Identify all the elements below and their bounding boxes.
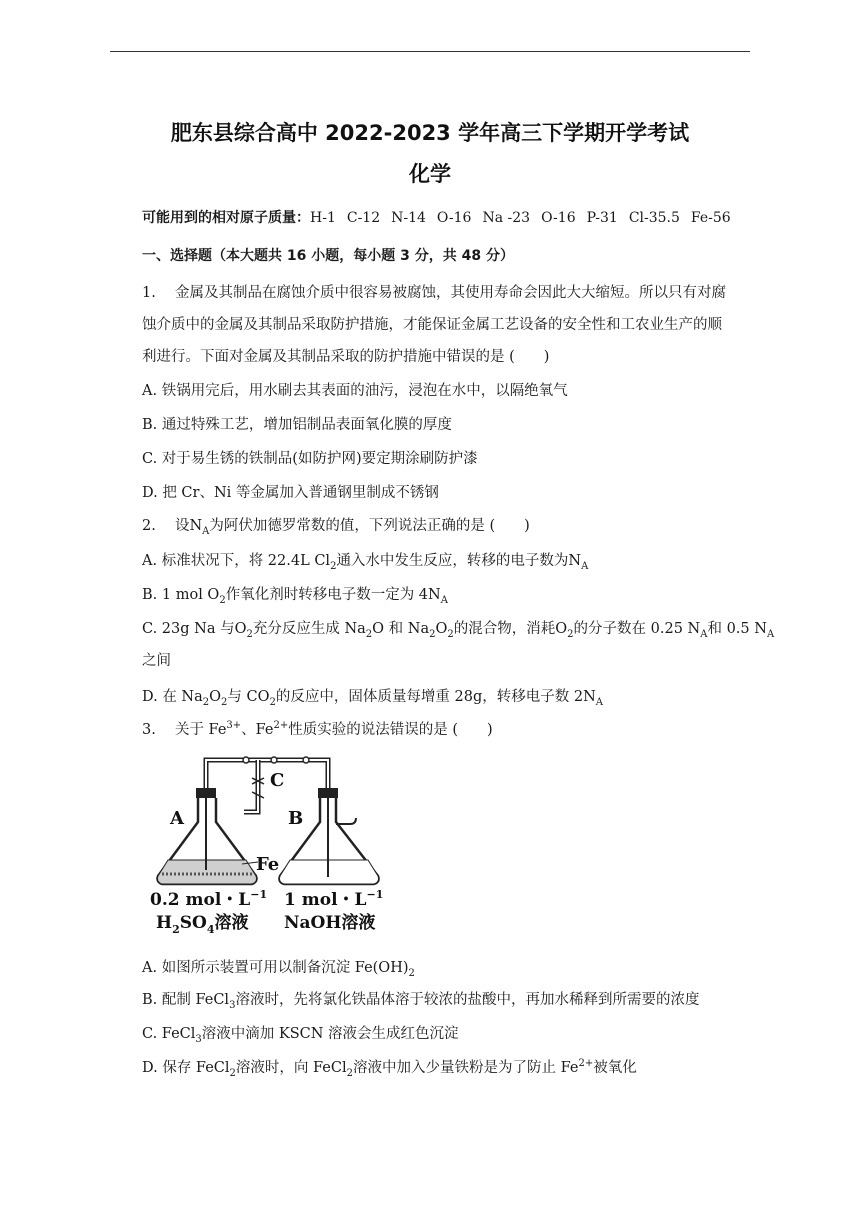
q1-option-d: D. 把 Cr、Ni 等金属加入普通钢里制成不锈钢 xyxy=(142,485,439,501)
exam-title: 肥东县综合高中 2022-2023 学年高三下学期开学考试 xyxy=(170,121,690,145)
mass-item: Cl-35.5 xyxy=(628,210,680,226)
label-c: C xyxy=(270,770,285,791)
mass-item: O-16 xyxy=(436,210,472,226)
connecting-tube xyxy=(206,760,328,790)
stopper-a xyxy=(196,788,216,798)
q3-option-b: B. 配制 FeCl$_3$溶液时，先将氯化铁晶体溶于较浓的盐酸中，再加水稀释到所需要的浓度 xyxy=(142,992,700,1011)
q2-stem: 2. 设$N_A$为阿伏加德罗常数的值，下列说法正确的是 ( ) xyxy=(142,518,530,537)
q1-stem-line3: 利进行。下面对金属及其制品采取的防护措施中错误的是 ( ) xyxy=(142,349,550,365)
q3-option-c: C. FeCl$_3$溶液中滴加 KSCN 溶液会生成红色沉淀 xyxy=(142,1026,459,1045)
atomic-mass-label: 可能用到的相对原子质量： xyxy=(142,210,310,226)
q1-option-b: B. 通过特殊工艺，增加铝制品表面氧化膜的厚度 xyxy=(142,417,452,433)
q1-stem-line1: 1. 金属及其制品在腐蚀介质中很容易被腐蚀，其使用寿命会因此大大缩短。所以只有对腐 xyxy=(142,285,726,301)
mass-item: N-14 xyxy=(391,210,426,226)
q2-option-a: A. 标准状况下，将 22.4L $Cl_2$通入水中发生反应，转移的电子数为$N_A$ xyxy=(142,553,589,572)
subject-title: 化学 xyxy=(409,162,451,186)
q1-option-c: C. 对于易生锈的铁制品(如防护网)要定期涂刷防护漆 xyxy=(142,451,478,467)
mass-item: C-12 xyxy=(346,210,381,226)
conc-left: 0.2 mol・$L^{-1}$ xyxy=(150,888,268,910)
q3-option-a: A. 如图所示装置可用以制备沉淀 $Fe(OH)_2$ xyxy=(142,960,415,979)
mass-item: O-16 xyxy=(541,210,576,226)
label-a: A xyxy=(170,808,184,829)
q2-option-d: D. 在 $Na_2O_2$与 $CO_2$的反应中，固体质量每增重 28g，转移电子数 $2N_A$ xyxy=(142,689,603,708)
apparatus-figure xyxy=(146,752,396,941)
atomic-mass-line xyxy=(142,208,752,228)
q1-stem-line2: 蚀介质中的金属及其制品采取防护措施，才能保证金属工艺设备的安全性和工农业生产的顺 xyxy=(142,317,722,333)
q3-option-d: D. 保存 FeCl$_2$溶液时，向 FeCl$_2$溶液中加入少量铁粉是为了防止 $Fe^{2+}$被氧化 xyxy=(142,1058,637,1079)
stopper-b xyxy=(318,788,338,798)
apparatus-diagram xyxy=(146,752,396,937)
label-b: B xyxy=(288,808,304,829)
conc-right: 1 mol・$L^{-1}$ xyxy=(284,888,384,910)
solution-right-label: NaOH溶液 xyxy=(284,913,376,933)
q1-option-a: A. 铁锅用完后，用水刷去其表面的油污，浸泡在水中，以隔绝氧气 xyxy=(142,383,568,399)
mass-item: H-1 xyxy=(310,210,336,226)
section-heading: 一、选择题（本大题共 16 小题，每小题 3 分，共 48 分） xyxy=(142,248,514,264)
q2-option-b: B. 1 mol $O_2$作氧化剂时转移电子数一定为 $4N_A$ xyxy=(142,587,448,606)
label-fe: Fe xyxy=(256,854,280,875)
q2-option-c-cont: 之间 xyxy=(142,653,171,669)
q2-option-c: C. 23g Na 与$O_2$充分反应生成 $Na_2O$ 和 $Na_2O_2$的混合物，消耗$O_2$的分子数在 0.25 $N_A$和 0.5 $N_A$ xyxy=(142,621,775,640)
solution-left-label: $H_2SO_4$溶液 xyxy=(156,913,249,936)
header-rule xyxy=(110,51,750,52)
mass-item: P-31 xyxy=(586,210,618,226)
q3-stem: 3. 关于 $Fe^{3+}$、$Fe^{2+}$性质实验的说法错误的是 ( ) xyxy=(142,720,493,738)
mass-item: Na -23 xyxy=(482,210,531,226)
mass-item: Fe-56 xyxy=(690,210,731,226)
vent-tube xyxy=(336,818,356,824)
